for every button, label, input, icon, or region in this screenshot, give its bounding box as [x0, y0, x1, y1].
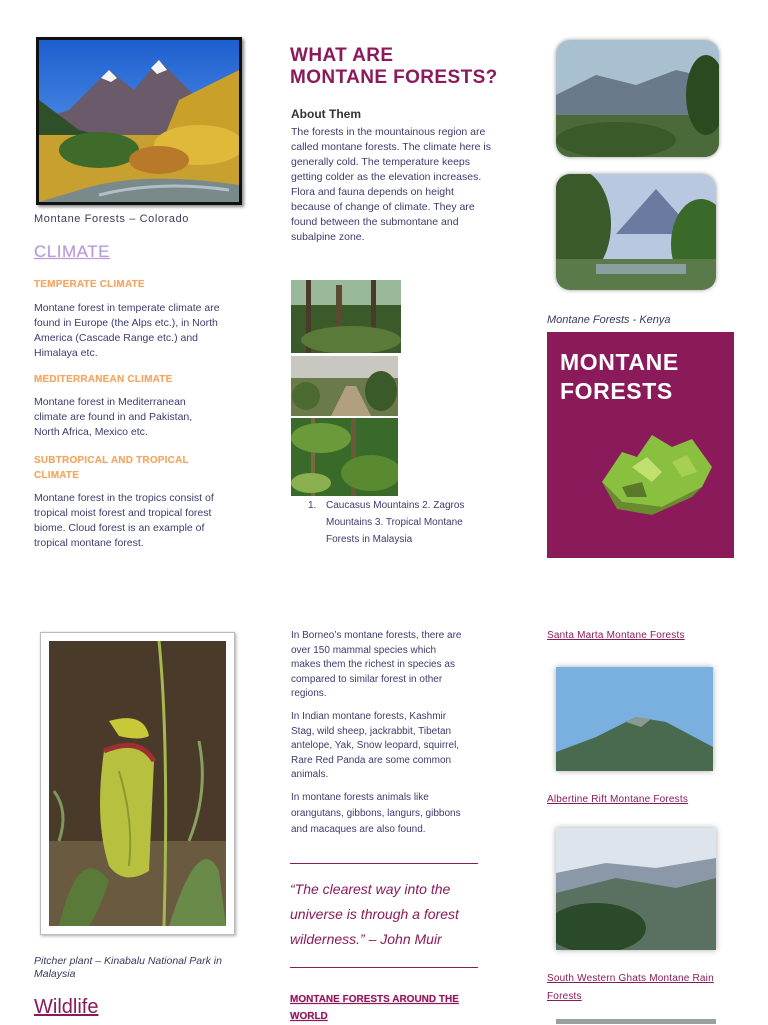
- colorado-photo: [36, 37, 242, 205]
- climate-heading: CLIMATE: [34, 242, 110, 261]
- borneo-text: In Borneo’s montane forests, there are over 150 mammal species which makes them the richest in species as compared to similar forest in other regions.: [291, 630, 462, 699]
- colorado-caption: Montane Forests – Colorado: [34, 213, 190, 225]
- mediterranean-heading: MEDITERRANEAN CLIMATE: [34, 374, 173, 385]
- temperate-heading: TEMPERATE CLIMATE: [34, 279, 145, 290]
- pitcher-plant-photo: [40, 632, 235, 935]
- zagros-photo: [291, 356, 398, 416]
- subtropical-heading: SUBTROPICAL AND TROPICAL CLIMATE: [34, 455, 189, 481]
- animals-text: In montane forests animals like orangutans, gibbons, langurs, gibbons and macaques are also found.: [291, 792, 461, 835]
- cover-line-1: MONTANE: [560, 349, 679, 375]
- cover-panel: [547, 332, 734, 558]
- kenya-photo-2: [556, 174, 716, 290]
- cover-line-2: FORESTS: [560, 378, 673, 404]
- forest-list-item: [308, 497, 488, 548]
- about-heading: About Them: [291, 107, 361, 121]
- list-text: Caucasus Mountains 2. Zagros Mountains 3. Tropical Montane Forests in Malaysia: [326, 500, 465, 545]
- list-number: 1.: [308, 500, 317, 511]
- title-line-2: MONTANE FORESTS?: [290, 67, 498, 88]
- tropical-montane-photo: [291, 418, 398, 496]
- ghats-photo-edge: [556, 1019, 716, 1024]
- temperate-text: Montane forest in temperate climate are found in Europe (the Alps etc.), in North America (Cascade Range etc.) and Himalaya etc.: [34, 302, 220, 359]
- link-albertine[interactable]: Albertine Rift Montane Forests: [547, 794, 689, 805]
- subtropical-text: Montane forest in the tropics consist of tropical moist forest and tropical forest biome. Cloud forest is an example of tropical montane forest.: [34, 492, 214, 549]
- indian-text: In Indian montane forests, Kashmir Stag, wild sheep, jackrabbit, Tibetan antelope, Yak, Snow leopard, squirrel, Rare Red Panda are some common animals.: [291, 711, 460, 780]
- about-text: The forests in the mountainous region are called montane forests. The climate here is generally cold. The temperature keeps getting colder as the elevation increases. Flora and fauna depends on height because of change of climate. They are found between the submontane and subalpine zone.: [291, 126, 491, 243]
- link-santa-marta[interactable]: Santa Marta Montane Forests: [547, 630, 685, 641]
- santa-marta-photo: [556, 667, 713, 771]
- link-ghats[interactable]: South Western Ghats Montane Rain Forests: [547, 973, 714, 1002]
- albertine-photo: [556, 828, 716, 950]
- mediterranean-text: Montane forest in Mediterranean climate are found in and Pakistan, North Africa, Mexico etc.: [34, 396, 193, 438]
- pitcher-caption: Pitcher plant – Kinabalu National Park in Malaysia: [34, 955, 222, 980]
- wildlife-heading: Wildlife: [34, 996, 99, 1018]
- quote-rule-bottom: [290, 967, 478, 968]
- quote-text: “The clearest way into the universe is through a forest wilderness.” – John Muir: [290, 881, 459, 947]
- title-line-1: WHAT ARE: [290, 45, 394, 66]
- around-heading: MONTANE FORESTS AROUND THE WORLD: [290, 994, 459, 1022]
- kenya-photo-1: [556, 40, 719, 157]
- kenya-caption: Montane Forests - Kenya: [547, 314, 671, 326]
- page-title: [290, 45, 498, 89]
- caucasus-photo: [291, 280, 401, 353]
- cover-title: [560, 348, 679, 406]
- quote-rule-top: [290, 863, 478, 864]
- mountain-icon: [592, 427, 722, 517]
